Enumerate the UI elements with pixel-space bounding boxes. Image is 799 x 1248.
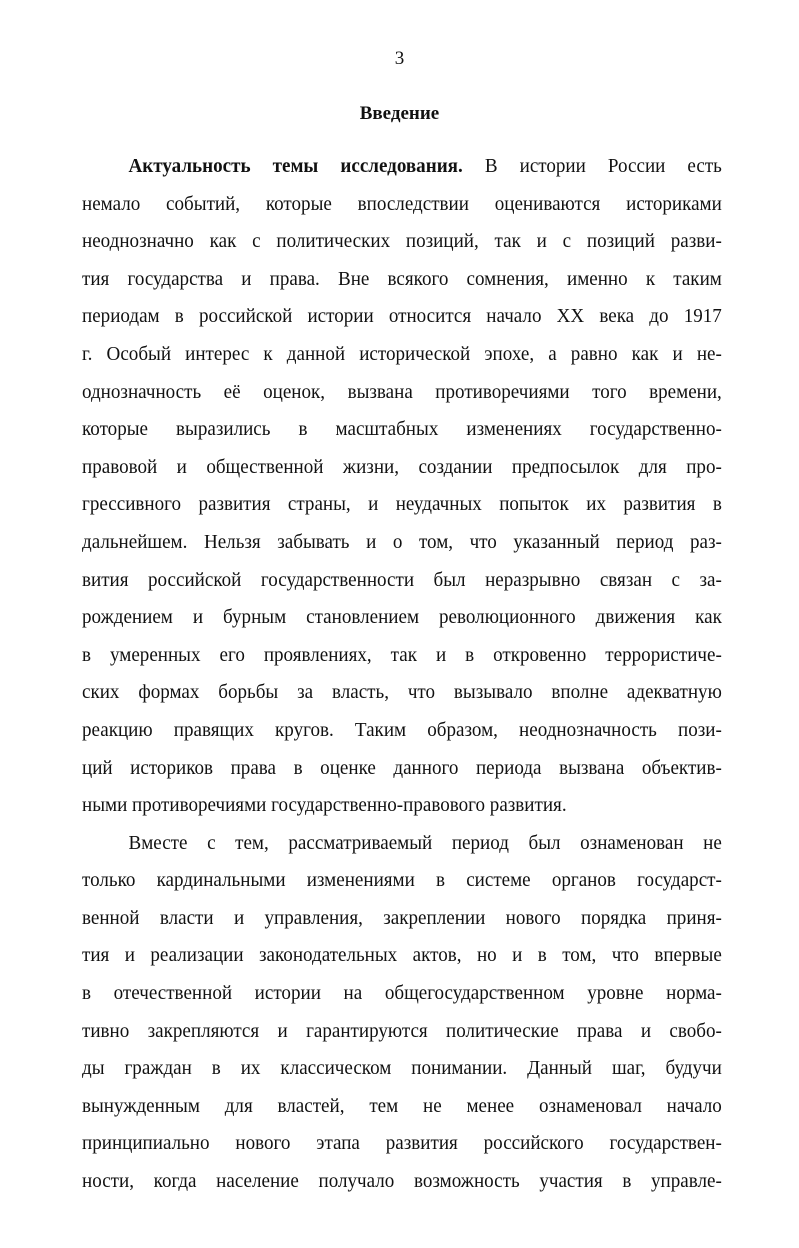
text-line: дальнейшем. Нельзя забывать и о том, что указанный период раз-: [82, 530, 722, 553]
text-line: в умеренных его проявлениях, так и в откровенно террористиче-: [82, 643, 722, 666]
text-line: тия и реализации законодательных актов, но и в том, что впервые: [82, 944, 722, 967]
text-line: [82, 148, 722, 186]
text-line: ности, когда население получало возможность участия в управле-: [82, 1170, 722, 1193]
section-heading: Введение: [359, 103, 440, 124]
text-line: ными противоречиями государственно-правового развития.: [82, 794, 567, 817]
text-line: немало событий, которые впоследствии оцениваются историками: [82, 192, 722, 215]
text-line: неоднозначно как с политических позиций, так и с позиций разви-: [82, 230, 722, 253]
text-line: ды граждан в их классическом понимании. Данный шаг, будучи: [82, 1057, 722, 1080]
text-line: принципиально нового этапа развития российского государствен-: [82, 1132, 722, 1155]
text-line: однозначность её оценок, вызвана противоречиями того времени,: [82, 380, 722, 403]
text-fragment: В истории России есть: [462, 155, 722, 177]
text-line: которые выразились в масштабных изменениях государственно-: [82, 418, 722, 441]
text-line: вынужденным для властей, тем не менее ознаменовал начало: [82, 1094, 722, 1117]
text-line: периодам в российской истории относится начало XX века до 1917: [82, 305, 722, 328]
text-line: Вместе с тем, рассматриваемый период был ознаменован не: [128, 831, 722, 854]
text-line: правовой и общественной жизни, создании предпосылок для про-: [82, 455, 722, 478]
text-line: тия государства и права. Вне всякого сомнения, именно к таким: [82, 267, 722, 290]
text-line: реакцию правящих кругов. Таким образом, неоднозначность пози-: [82, 718, 722, 741]
text-line: вития российской государственности был неразрывно связан с за-: [82, 568, 722, 591]
page-number: 3: [394, 48, 405, 69]
text-line: рождением и бурным становлением революционного движения как: [82, 606, 722, 629]
text-line: тивно закрепляются и гарантируются политические права и свобо-: [82, 1019, 722, 1042]
text-line: в отечественной истории на общегосударственном уровне норма-: [82, 982, 722, 1005]
text-line: только кардинальными изменениями в системе органов государст-: [82, 869, 722, 892]
text-line: ций историков права в оценке данного периода вызвана объектив-: [82, 756, 722, 779]
text-line: ских формах борьбы за власть, что вызывало вполне адекватную: [82, 681, 722, 704]
text-line: г. Особый интерес к данной исторической эпохе, а равно как и не-: [82, 342, 722, 365]
body-text: [82, 148, 722, 1201]
text-line: грессивного развития страны, и неудачных попыток их развития в: [82, 493, 722, 516]
text-line: венной власти и управления, закреплении нового порядка приня-: [82, 906, 722, 929]
lead-in-bold: Актуальность темы исследования.: [128, 155, 463, 177]
